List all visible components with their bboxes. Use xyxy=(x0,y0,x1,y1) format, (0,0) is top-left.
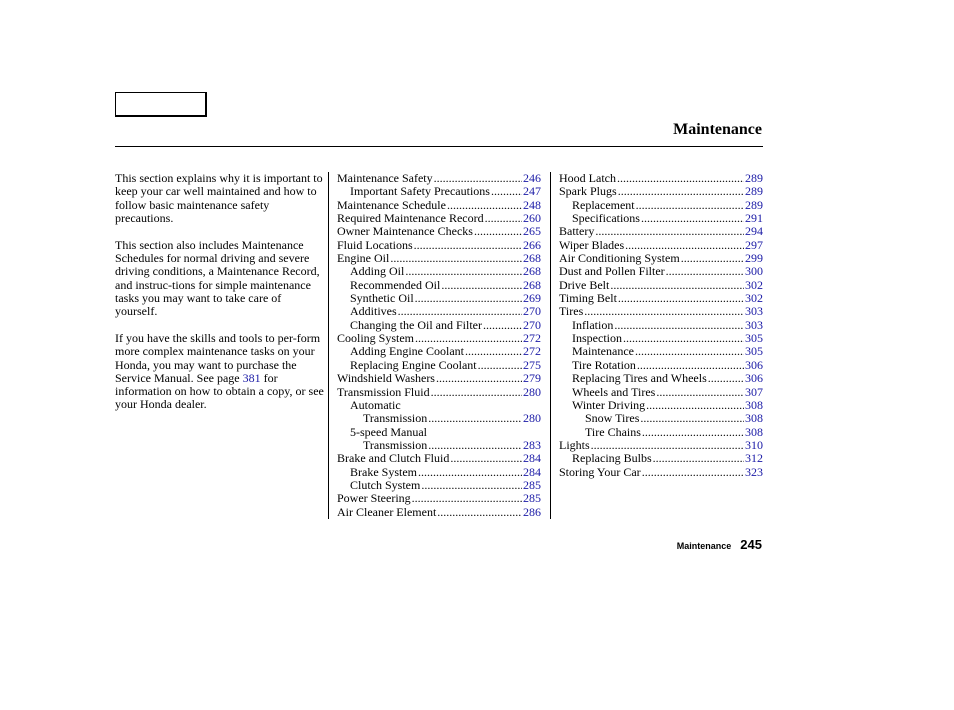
toc-entry[interactable] xyxy=(337,412,541,425)
column-divider-left xyxy=(328,172,329,519)
toc-entry-label: Transmission xyxy=(363,437,428,452)
toc-page-link[interactable]: 275 xyxy=(523,357,541,372)
toc-page-link[interactable]: 289 xyxy=(745,197,763,212)
toc-entry[interactable] xyxy=(559,345,763,358)
intro-paragraph-3-start: If you have the skills and tools to per-form more complex maintenance tasks on your Honda, you may want to purchase the Service Manual. See page xyxy=(115,330,321,385)
toc-leader-dots xyxy=(641,212,744,225)
toc-leader-dots xyxy=(591,439,744,452)
toc-entry[interactable] xyxy=(559,372,763,385)
toc-leader-dots xyxy=(447,199,522,212)
toc-entry[interactable] xyxy=(337,225,541,238)
toc-entry[interactable] xyxy=(337,506,541,519)
toc-entry-label: Wiper Blades xyxy=(559,237,625,252)
toc-entry-label: Brake and Clutch Fluid xyxy=(337,451,450,466)
toc-leader-dots xyxy=(428,412,522,425)
column-divider-right xyxy=(550,172,551,519)
toc-leader-dots xyxy=(465,345,522,358)
toc-page-link[interactable]: 247 xyxy=(523,184,541,199)
toc-entry[interactable] xyxy=(337,372,541,385)
toc-entry[interactable] xyxy=(337,239,541,252)
toc-entry[interactable] xyxy=(337,332,541,345)
toc-entry-label: 5-speed Manual xyxy=(350,424,427,439)
toc-leader-dots xyxy=(441,279,522,292)
toc-entry-label: Spark Plugs xyxy=(559,184,617,199)
toc-page-link[interactable]: 308 xyxy=(745,397,763,412)
toc-entry[interactable] xyxy=(559,292,763,305)
toc-leader-dots xyxy=(635,345,744,358)
toc-page-link[interactable]: 312 xyxy=(745,451,763,466)
toc-leader-dots xyxy=(640,412,744,425)
toc-entry-label: Transmission xyxy=(363,411,428,426)
toc-entry-label: Replacing Engine Coolant xyxy=(350,357,477,372)
toc-page-link[interactable]: 291 xyxy=(745,211,763,226)
toc-entry-label: Adding Oil xyxy=(350,264,405,279)
toc-leader-dots xyxy=(491,185,522,198)
toc-leader-dots xyxy=(614,319,744,332)
header-rule xyxy=(115,146,763,147)
toc-page-link[interactable]: 323 xyxy=(745,464,763,479)
toc-page-link[interactable]: 306 xyxy=(745,371,763,386)
toc-entry-label: Storing Your Car xyxy=(559,464,641,479)
toc-leader-dots xyxy=(642,466,744,479)
footer-section-name: Maintenance xyxy=(676,541,732,551)
toc-column-1 xyxy=(337,172,541,519)
toc-page-link[interactable]: 306 xyxy=(745,357,763,372)
toc-page-link[interactable]: 305 xyxy=(745,344,763,359)
toc-entry[interactable] xyxy=(559,386,763,399)
toc-entry[interactable] xyxy=(559,412,763,425)
toc-entry[interactable] xyxy=(337,466,541,479)
toc-entry-label: Brake System xyxy=(350,464,417,479)
toc-leader-dots xyxy=(415,332,522,345)
toc-entry-label: Dust and Pollen Filter xyxy=(559,264,665,279)
toc-entry-label: Automatic xyxy=(350,397,401,412)
toc-entry-label: Clutch System xyxy=(350,477,421,492)
toc-page-link[interactable]: 289 xyxy=(745,184,763,199)
toc-page-link[interactable]: 285 xyxy=(523,477,541,492)
toc-page-link[interactable]: 299 xyxy=(745,251,763,266)
toc-entry-label: Power Steering xyxy=(337,491,411,506)
toc-entry[interactable] xyxy=(337,199,541,212)
toc-page-link[interactable]: 279 xyxy=(523,371,541,386)
toc-page-link[interactable]: 270 xyxy=(523,317,541,332)
toc-page-link[interactable]: 265 xyxy=(523,224,541,239)
toc-entry[interactable] xyxy=(559,225,763,238)
toc-leader-dots xyxy=(450,452,522,465)
toc-entry[interactable] xyxy=(559,466,763,479)
toc-entry-label: Tire Rotation xyxy=(572,357,636,372)
toc-leader-dots xyxy=(625,239,744,252)
toc-entry[interactable] xyxy=(337,359,541,372)
toc-leader-dots xyxy=(390,252,522,265)
toc-page-link[interactable]: 269 xyxy=(523,291,541,306)
toc-page-link[interactable]: 297 xyxy=(745,237,763,252)
toc-entry[interactable] xyxy=(337,212,541,225)
toc-entry[interactable] xyxy=(337,479,541,492)
toc-page-link[interactable]: 300 xyxy=(745,264,763,279)
page-title: Maintenance xyxy=(673,121,762,138)
toc-page-link[interactable]: 307 xyxy=(745,384,763,399)
toc-page-link[interactable]: 302 xyxy=(745,291,763,306)
page-footer xyxy=(677,537,762,552)
toc-entry[interactable] xyxy=(559,439,763,452)
toc-leader-dots xyxy=(478,359,522,372)
toc-entry-label: Engine Oil xyxy=(337,251,390,266)
toc-entry[interactable] xyxy=(559,172,763,185)
toc-entry[interactable] xyxy=(559,305,763,318)
toc-entry[interactable] xyxy=(559,279,763,292)
toc-entry-label: Timing Belt xyxy=(559,291,617,306)
toc-page-link[interactable]: 310 xyxy=(745,437,763,452)
toc-page-link[interactable]: 294 xyxy=(745,224,763,239)
toc-entry[interactable] xyxy=(559,239,763,252)
section-tab-box xyxy=(115,92,207,117)
toc-page-link[interactable]: 284 xyxy=(523,451,541,466)
toc-leader-dots xyxy=(428,439,522,452)
toc-leader-dots xyxy=(398,305,522,318)
toc-entry-label: Replacement xyxy=(572,197,635,212)
service-manual-page-link[interactable]: 381 xyxy=(242,370,261,385)
toc-leader-dots xyxy=(421,479,522,492)
toc-entry[interactable] xyxy=(337,319,541,332)
toc-leader-dots xyxy=(431,386,522,399)
toc-leader-dots xyxy=(646,399,744,412)
toc-page-link[interactable]: 289 xyxy=(745,171,763,185)
toc-page-link[interactable]: 266 xyxy=(523,237,541,252)
toc-entry[interactable] xyxy=(337,386,541,399)
toc-entry[interactable] xyxy=(559,212,763,225)
toc-entry[interactable] xyxy=(559,252,763,265)
toc-leader-dots xyxy=(610,279,744,292)
toc-entry-label: Maintenance Schedule xyxy=(337,197,446,212)
toc-entry[interactable] xyxy=(337,279,541,292)
toc-entry[interactable] xyxy=(337,252,541,265)
toc-leader-dots xyxy=(584,305,744,318)
toc-entry[interactable] xyxy=(559,319,763,332)
toc-entry[interactable] xyxy=(337,292,541,305)
toc-entry[interactable] xyxy=(559,359,763,372)
toc-page-link[interactable]: 268 xyxy=(523,251,541,266)
toc-page-link[interactable]: 280 xyxy=(523,384,541,399)
toc-entry-label: Adding Engine Coolant xyxy=(350,344,464,359)
toc-entry-label: Maintenance xyxy=(572,344,634,359)
toc-page-link[interactable]: 272 xyxy=(523,344,541,359)
toc-entry-label: Battery xyxy=(559,224,595,239)
toc-entry[interactable] xyxy=(337,172,541,185)
toc-entry-label: Owner Maintenance Checks xyxy=(337,224,473,239)
toc-entry[interactable] xyxy=(337,452,541,465)
toc-entry[interactable] xyxy=(337,492,541,505)
toc-entry-label: Replacing Tires and Wheels xyxy=(572,371,707,386)
toc-leader-dots xyxy=(642,426,744,439)
toc-entry-label: Winter Driving xyxy=(572,397,646,412)
toc-leader-dots xyxy=(418,466,522,479)
toc-leader-dots xyxy=(618,292,744,305)
toc-entry[interactable] xyxy=(559,399,763,412)
toc-leader-dots xyxy=(434,172,522,185)
toc-page-link[interactable]: 280 xyxy=(523,411,541,426)
toc-leader-dots xyxy=(618,185,744,198)
toc-leader-dots xyxy=(656,386,744,399)
toc-entry-label: Snow Tires xyxy=(585,411,640,426)
toc-entry[interactable] xyxy=(559,199,763,212)
toc-entry-label: Tires xyxy=(559,304,584,319)
toc-leader-dots xyxy=(666,265,744,278)
toc-entry-label: Air Conditioning System xyxy=(559,251,680,266)
toc-leader-dots xyxy=(681,252,744,265)
toc-entry-label: Important Safety Precautions xyxy=(350,184,490,199)
toc-leader-dots xyxy=(474,225,522,238)
toc-entry-label: Replacing Bulbs xyxy=(572,451,652,466)
toc-entry-label: Tire Chains xyxy=(585,424,641,439)
toc-page-link[interactable]: 246 xyxy=(523,171,541,185)
toc-page-link[interactable]: 302 xyxy=(745,277,763,292)
toc-entry-label: Wheels and Tires xyxy=(572,384,656,399)
toc-entry-label: Air Cleaner Element xyxy=(337,504,437,519)
toc-entry-label: Drive Belt xyxy=(559,277,610,292)
intro-paragraph-3 xyxy=(115,332,325,412)
toc-entry-label: Inflation xyxy=(572,317,614,332)
page-number: 245 xyxy=(740,537,762,552)
toc-leader-dots xyxy=(437,506,522,519)
toc-leader-dots xyxy=(595,225,744,238)
toc-entry-label: Windshield Washers xyxy=(337,371,435,386)
toc-entry-label: Fluid Locations xyxy=(337,237,413,252)
toc-leader-dots xyxy=(436,372,522,385)
toc-entry-label: Recommended Oil xyxy=(350,277,441,292)
intro-text xyxy=(115,172,325,425)
toc-page-link[interactable]: 285 xyxy=(523,491,541,506)
toc-leader-dots xyxy=(708,372,744,385)
toc-leader-dots xyxy=(485,212,522,225)
toc-entry[interactable] xyxy=(337,185,541,198)
toc-entry-label: Specifications xyxy=(572,211,640,226)
toc-leader-dots xyxy=(623,332,744,345)
toc-entry[interactable] xyxy=(559,452,763,465)
toc-page-link[interactable]: 248 xyxy=(523,197,541,212)
toc-page-link[interactable]: 303 xyxy=(745,304,763,319)
toc-entry-label: Cooling System xyxy=(337,331,415,346)
intro-paragraph-3-end: for information on how to obtain a copy, or see your Honda dealer. xyxy=(115,370,324,412)
toc-entry-label: Synthetic Oil xyxy=(350,291,414,306)
toc-leader-dots xyxy=(412,492,522,505)
toc-entry xyxy=(337,426,541,439)
toc-entry-label: Transmission Fluid xyxy=(337,384,430,399)
toc-entry[interactable] xyxy=(559,332,763,345)
toc-entry-label: Additives xyxy=(350,304,397,319)
toc-entry[interactable] xyxy=(337,439,541,452)
toc-leader-dots xyxy=(636,199,744,212)
toc-page-link[interactable]: 283 xyxy=(523,437,541,452)
toc-entry-label: Required Maintenance Record xyxy=(337,211,484,226)
toc-page-link[interactable]: 286 xyxy=(523,504,541,519)
toc-entry-label: Inspection xyxy=(572,331,622,346)
intro-paragraph-1: This section explains why it is important to keep your car well maintained and how to follow basic maintenance safety precautions. xyxy=(115,171,323,225)
toc-leader-dots xyxy=(637,359,744,372)
toc-page-link[interactable]: 260 xyxy=(523,211,541,226)
toc-page-link[interactable]: 270 xyxy=(523,304,541,319)
toc-leader-dots xyxy=(617,172,744,185)
toc-entry[interactable] xyxy=(559,265,763,278)
toc-leader-dots xyxy=(653,452,744,465)
toc-entry-label: Maintenance Safety xyxy=(337,171,433,185)
toc-page-link[interactable]: 308 xyxy=(745,411,763,426)
toc-entry[interactable] xyxy=(337,305,541,318)
toc-page-link[interactable]: 268 xyxy=(523,277,541,292)
toc-page-link[interactable]: 284 xyxy=(523,464,541,479)
toc-leader-dots xyxy=(414,239,522,252)
toc-column-2 xyxy=(559,172,763,479)
toc-entry xyxy=(337,399,541,412)
toc-leader-dots xyxy=(415,292,522,305)
toc-entry[interactable] xyxy=(559,185,763,198)
toc-page-link[interactable]: 272 xyxy=(523,331,541,346)
toc-entry[interactable] xyxy=(337,345,541,358)
toc-entry-label: Changing the Oil and Filter xyxy=(350,317,482,332)
toc-page-link[interactable]: 305 xyxy=(745,331,763,346)
intro-paragraph-2: This section also includes Maintenance Schedules for normal driving and severe driving conditions, a Maintenance Record, and instruc-tions for simple maintenance tasks you may want to take care of yourself. xyxy=(115,237,320,319)
toc-entry-label: Hood Latch xyxy=(559,171,616,185)
toc-page-link[interactable]: 308 xyxy=(745,424,763,439)
toc-page-link[interactable]: 268 xyxy=(523,264,541,279)
toc-entry-label: Lights xyxy=(559,437,590,452)
toc-entry[interactable] xyxy=(337,265,541,278)
toc-leader-dots xyxy=(405,265,522,278)
toc-entry[interactable] xyxy=(559,426,763,439)
toc-page-link[interactable]: 303 xyxy=(745,317,763,332)
toc-leader-dots xyxy=(483,319,522,332)
